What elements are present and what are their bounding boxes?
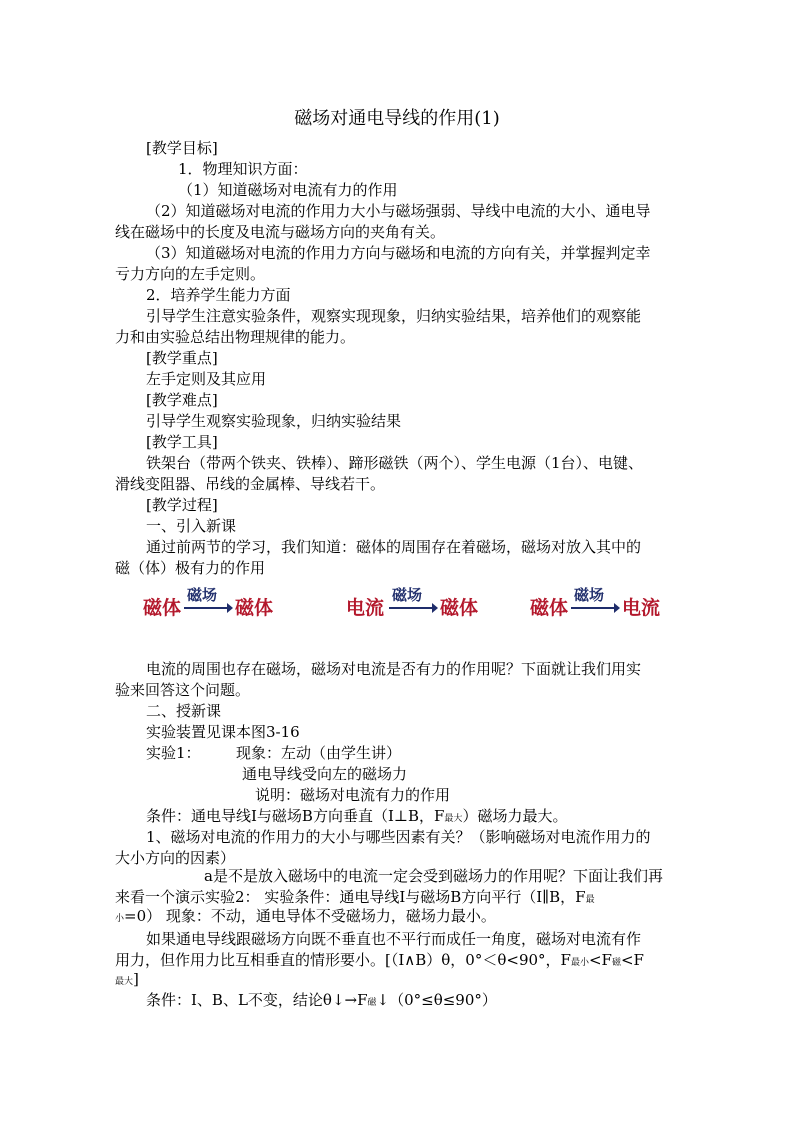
section-heading-process: [教学过程] <box>146 496 218 514</box>
subscript: 磁 <box>367 998 377 1008</box>
arrow-icon <box>388 602 438 614</box>
text-run: <F <box>620 951 644 969</box>
diagram-right-label: 磁体 <box>440 597 479 619</box>
text-line <box>146 990 497 1013</box>
text-line: 电流的周围也存在磁场，磁场对电流是否有力的作用呢？下面就让我们用实 <box>146 660 642 678</box>
text-run: 用力，但作用力比互相垂直的情形要小。[（I∧B）θ，0°＜θ<90°，F <box>115 951 571 969</box>
page-title: 磁场对通电导线的作用(1) <box>294 108 500 129</box>
text-line: 现象：左动（由学生讲） <box>236 744 402 762</box>
text-line <box>115 906 496 929</box>
subscript: 磁 <box>611 958 621 968</box>
diagram-arrow-label: 磁场 <box>392 586 423 604</box>
text-run: <F <box>588 951 612 969</box>
text-line: 说明：磁场对电流有力的作用 <box>255 786 451 804</box>
subscript: 最大 <box>444 814 463 824</box>
text-line: （2）知道磁场对电流的作用力大小与磁场强弱、导线中电流的大小、通电导 <box>146 202 651 220</box>
text-run: ）磁场力最大。 <box>462 807 568 825</box>
arrow-icon <box>570 602 620 614</box>
interaction-diagram-magnet-magnet <box>143 586 283 630</box>
text-run: 条件：通电导线I与磁场B方向垂直（I⊥B，F <box>146 807 445 825</box>
diagram-arrow-label: 磁场 <box>574 586 605 604</box>
text-line: 铁架台（带两个铁夹、铁棒）、蹄形磁铁（两个）、学生电源（1台）、电键、 <box>146 454 644 472</box>
section-heading-key: [教学重点] <box>146 349 218 367</box>
interaction-diagram-current-magnet <box>346 586 486 630</box>
text-line: 1．物理知识方面： <box>178 160 308 178</box>
arrow-icon <box>183 602 233 614</box>
text-run: 条件：I、B、L不变，结论θ↓→F <box>146 991 368 1009</box>
diagram-right-label: 电流 <box>622 597 661 619</box>
text-line: a是不是放入磁场中的电流一定会受到磁场力的作用呢？下面让我们再 <box>204 867 663 885</box>
diagram-right-label: 磁体 <box>235 597 274 619</box>
subscript: 最 <box>585 895 595 905</box>
text-run: ] <box>133 970 139 988</box>
text-line <box>146 806 567 829</box>
text-line: （1）知道磁场对电流有力的作用 <box>178 181 398 199</box>
diagram-arrow-label: 磁场 <box>187 586 218 604</box>
text-line: 一、引入新课 <box>146 517 237 535</box>
text-line <box>115 950 644 973</box>
text-line: （3）知道磁场对电流的作用力方向与磁场和电流的方向有关，并掌握判定幸 <box>146 244 651 262</box>
text-line: 通电导线受向左的磁场力 <box>242 765 408 783</box>
text-line: 力和由实验总结出物理规律的能力。 <box>115 328 356 346</box>
text-line: 2．培养学生能力方面 <box>146 286 291 304</box>
text-line: 左手定则及其应用 <box>146 370 267 388</box>
subscript: 小 <box>115 914 125 924</box>
interaction-diagram-magnet-current <box>530 586 670 630</box>
text-run: =0） 现象：不动，通电导体不受磁场力，磁场力最小。 <box>124 907 496 925</box>
text-line: 大小方向的因素） <box>115 849 236 867</box>
text-line: 1、磁场对电流的作用力的大小与哪些因素有关？（影响磁场对电流作用力的 <box>146 828 651 846</box>
text-line: 实验1： <box>146 744 201 762</box>
subscript: 最小 <box>570 958 589 968</box>
text-run: ↓（0°≤θ≤90°） <box>376 991 497 1009</box>
text-line: 实验装置见课本图3-16 <box>146 723 300 741</box>
text-line: 滑线变阻器、吊线的金属棒、导线若干。 <box>115 475 386 493</box>
diagram-left-label: 电流 <box>346 597 385 619</box>
text-line <box>115 969 139 992</box>
text-line: 引导学生注意实验条件，观察实现现象，归纳实验结果，培养他们的观察能 <box>146 307 642 325</box>
diagram-left-label: 磁体 <box>143 597 182 619</box>
section-heading-tools: [教学工具] <box>146 433 218 451</box>
text-line: 亏力方向的左手定则。 <box>115 265 266 283</box>
text-line: 通过前两节的学习，我们知道：磁体的周围存在着磁场，磁场对放入其中的 <box>146 538 642 556</box>
text-line: 磁（体）极有力的作用 <box>115 559 266 577</box>
text-run: 来看一个演示实验2： 实验条件：通电导线I与磁场B方向平行（I∥B，F <box>115 888 586 906</box>
text-line: 引导学生观察实验现象，归纳实验结果 <box>146 412 402 430</box>
diagram-left-label: 磁体 <box>530 597 569 619</box>
text-line: 线在磁场中的长度及电流与磁场方向的夹角有关。 <box>115 223 446 241</box>
subscript: 最大 <box>115 977 134 987</box>
section-heading-difficulty: [教学难点] <box>146 391 218 409</box>
text-line: 如果通电导线跟磁场方向既不垂直也不平行而成任一角度，磁场对电流有作 <box>146 930 642 948</box>
section-heading-goals: [教学目标] <box>146 139 218 157</box>
text-line: 二、授新课 <box>146 702 222 720</box>
text-line: 验来回答这个问题。 <box>115 681 251 699</box>
